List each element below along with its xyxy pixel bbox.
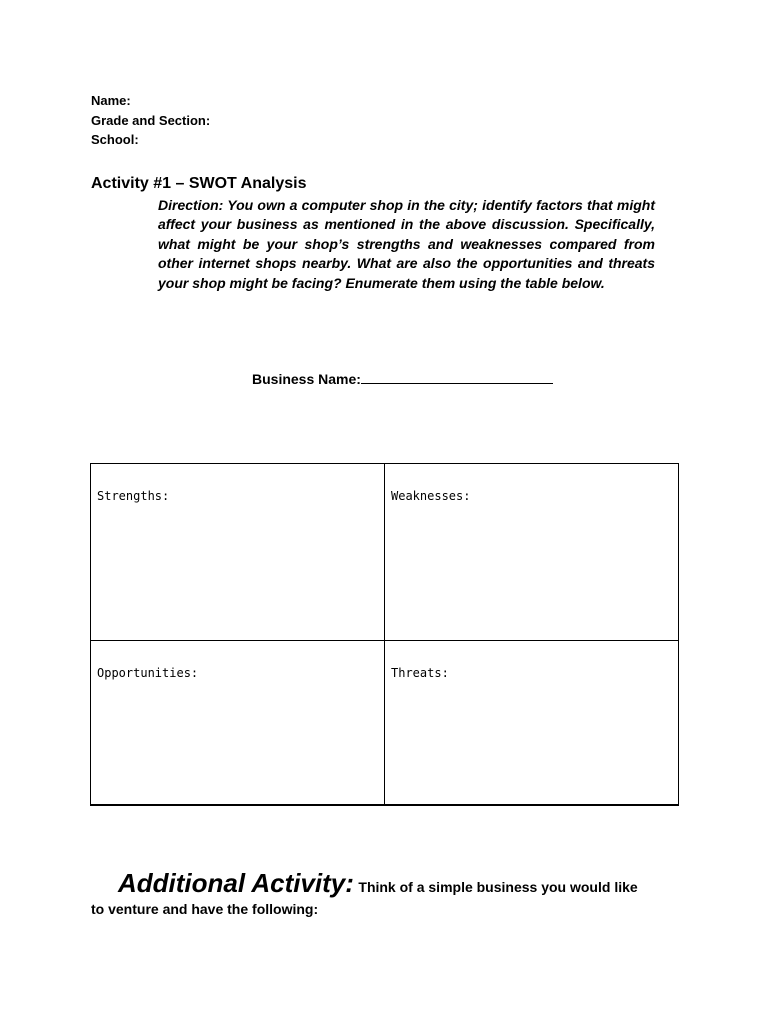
business-name-blank-line[interactable] — [361, 369, 553, 384]
school-field-label: School: — [91, 132, 139, 147]
business-name-field — [252, 369, 553, 387]
additional-activity-heading: Additional Activity: — [118, 868, 354, 898]
strengths-cell[interactable] — [91, 464, 385, 641]
grade-section-field-label: Grade and Section: — [91, 112, 211, 128]
threats-label: Threats: — [391, 666, 449, 680]
opportunities-label: Opportunities: — [97, 666, 199, 680]
additional-activity — [91, 868, 691, 917]
additional-activity-line1 — [91, 868, 691, 899]
strengths-label: Strengths: — [97, 489, 170, 503]
name-field-label: Name: — [91, 93, 131, 108]
activity-direction: Direction: You own a computer shop in the city; identify factors that might affect your business as mentioned in the above discussion. Specifically, what might be your shop’s strengths and weaknesses compared from other internet shops nearby. What are also the opportunities and threats your shop might be facing? Enumerate them using the table below. — [158, 197, 655, 291]
swot-table — [90, 463, 679, 806]
opportunities-cell[interactable] — [91, 641, 385, 805]
additional-activity-text-part1: Think of a simple business you would like — [358, 879, 638, 895]
weaknesses-cell[interactable] — [385, 464, 679, 641]
weaknesses-label: Weaknesses: — [391, 489, 471, 503]
business-name-label: Business Name: — [252, 371, 361, 387]
additional-activity-text-part2: to venture and have the following: — [91, 901, 319, 917]
student-info-fields — [91, 91, 210, 150]
threats-cell[interactable] — [385, 641, 679, 805]
activity-title: Activity #1 – SWOT Analysis — [91, 175, 307, 192]
